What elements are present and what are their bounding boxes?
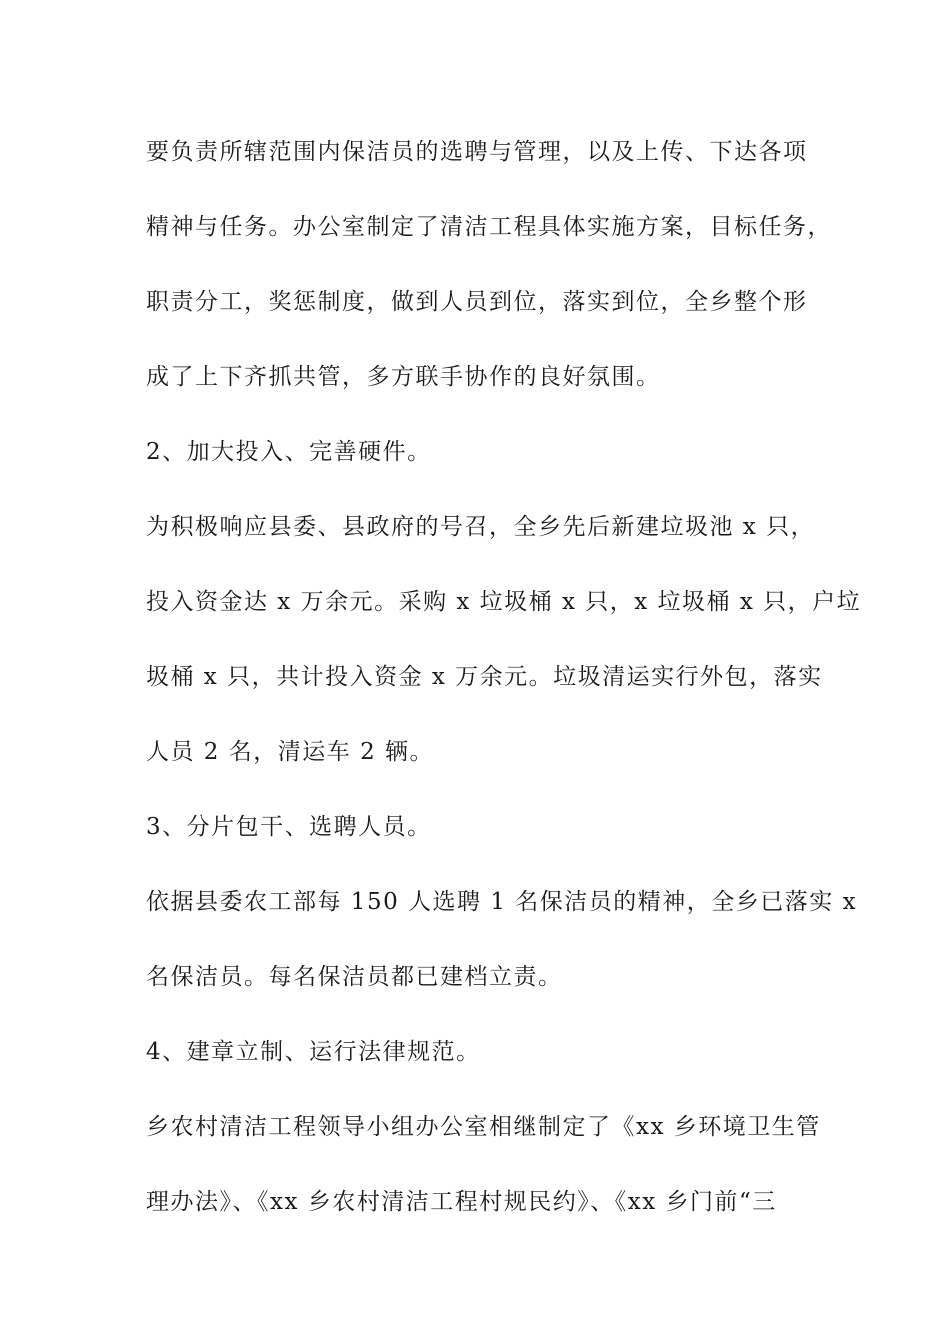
text-line-15: 理办法》、《xx 乡农村清洁工程村规民约》、《xx 乡门前“三 [146,1189,777,1215]
text-line-3: 职责分工，奖惩制度，做到人员到位，落实到位，全乡整个形 [146,289,808,315]
text-line-7: 投入资金达 x 万余元。采购 x 垃圾桶 x 只，x 垃圾桶 x 只，户垃 [146,589,862,615]
section-heading-4: 4、建章立制、运行法律规范。 [146,1039,481,1065]
section-heading-3: 3、分片包干、选聘人员。 [146,814,432,840]
text-line-8: 圾桶 x 只，共计投入资金 x 万余元。垃圾清运实行外包，落实 [146,664,823,690]
text-line-14: 乡农村清洁工程领导小组办公室相继制定了《xx 乡环境卫生管 [146,1114,821,1140]
text-line-6: 为积极响应县委、县政府的号召，全乡先后新建垃圾池 x 只， [146,514,816,540]
text-line-11: 依据县委农工部每 150 人选聘 1 名保洁员的精神，全乡已落实 x [146,889,858,915]
text-line-9: 人员 2 名，清运车 2 辆。 [146,739,435,765]
text-line-1: 要负责所辖范围内保洁员的选聘与管理，以及上传、下达各项 [146,139,808,165]
text-line-4: 成了上下齐抓共管，多方联手协作的良好氛围。 [146,364,661,390]
text-line-2: 精神与任务。办公室制定了清洁工程具体实施方案，目标任务， [146,214,832,240]
section-heading-2: 2、加大投入、完善硬件。 [146,439,432,465]
text-line-12: 名保洁员。每名保洁员都已建档立责。 [146,964,563,990]
